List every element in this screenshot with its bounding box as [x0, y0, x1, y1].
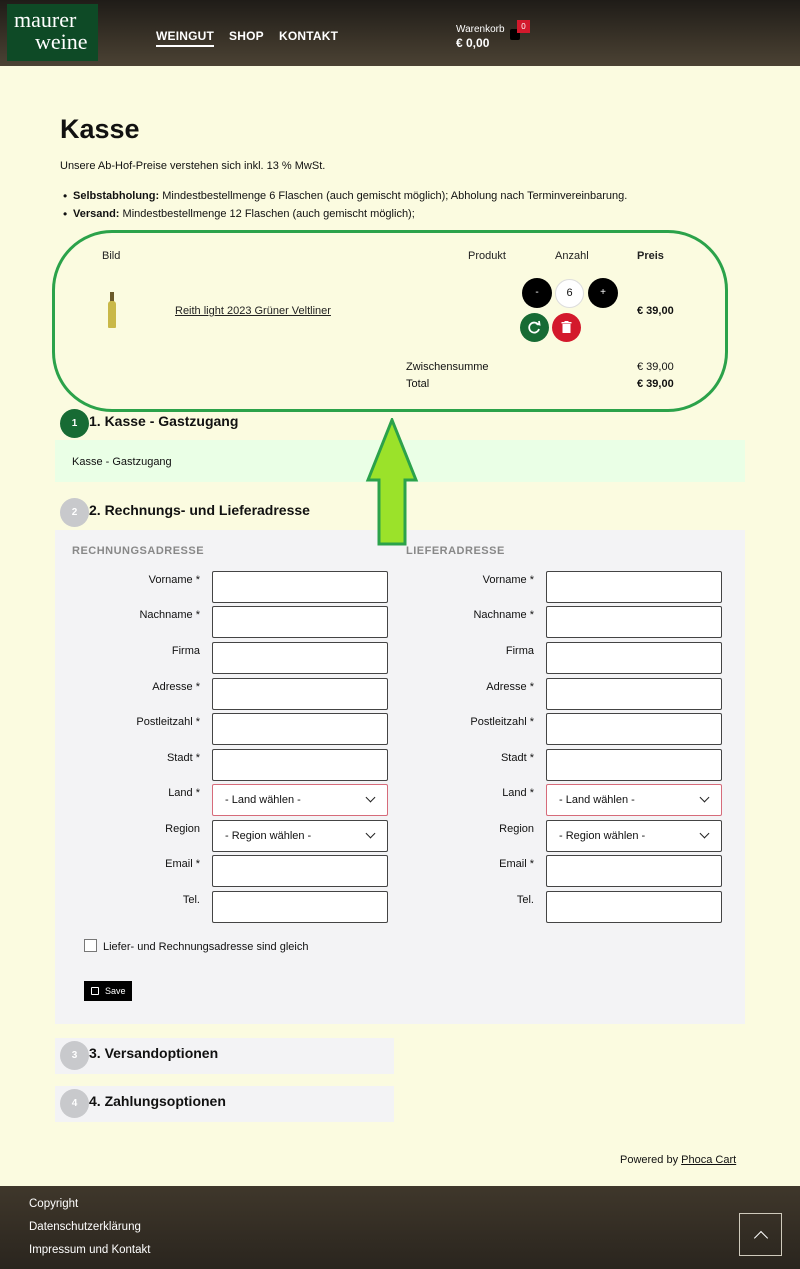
shipping-land-select[interactable]	[546, 784, 722, 816]
quantity-plus-button[interactable]: +	[588, 278, 618, 308]
billing-nachname-input[interactable]	[212, 606, 388, 638]
powered-by	[620, 1154, 736, 1166]
chevron-down-icon	[366, 829, 376, 839]
subtotal-value: € 39,00	[637, 361, 674, 373]
cart-amount: € 0,00	[456, 36, 490, 50]
total-value: € 39,00	[637, 378, 674, 390]
billing-land-value: - Land wählen -	[225, 794, 301, 806]
bullet-pickup	[73, 190, 627, 202]
step4-number: 4	[60, 1089, 89, 1118]
shipping-stadt-input[interactable]	[546, 749, 722, 781]
cart-widget[interactable]	[456, 24, 505, 50]
step1-title: 1. Kasse - Gastzugang	[89, 413, 239, 429]
bullet-pickup-text: Mindestbestellmenge 6 Flaschen (auch gemischt möglich); Abholung nach Terminvereinbarung.	[159, 190, 628, 202]
billing-heading: RECHNUNGSADRESSE	[72, 545, 205, 557]
shipping-email-input[interactable]	[546, 855, 722, 887]
billing-plz-label: Postleitzahl *	[136, 716, 200, 728]
shipping-land-value: - Land wählen -	[559, 794, 635, 806]
page-title: Kasse	[60, 114, 140, 144]
shipping-plz-input[interactable]	[546, 713, 722, 745]
shipping-vorname-label: Vorname *	[482, 574, 534, 586]
cart-count-badge: 0	[517, 20, 530, 33]
shipping-firma-input[interactable]	[546, 642, 722, 674]
cart-label: Warenkorb	[456, 24, 505, 35]
footer-privacy-link[interactable]: Datenschutzerklärung	[29, 1221, 141, 1233]
billing-tel-input[interactable]	[212, 891, 388, 923]
nav-shop[interactable]: SHOP	[229, 29, 264, 43]
shipping-region-value: - Region wählen -	[559, 830, 646, 842]
billing-plz-input[interactable]	[212, 713, 388, 745]
billing-vorname-input[interactable]	[212, 571, 388, 603]
back-to-top-button[interactable]	[739, 1213, 782, 1256]
shipping-land-label: Land *	[502, 787, 534, 799]
col-header-price: Preis	[637, 250, 664, 262]
bullet-pickup-bold: Selbstabholung:	[73, 190, 160, 202]
logo-line-1: maurer	[14, 7, 77, 32]
shipping-nachname-input[interactable]	[546, 606, 722, 638]
billing-adresse-input[interactable]	[212, 678, 388, 710]
billing-region-value: - Region wählen -	[225, 830, 312, 842]
billing-firma-label: Firma	[171, 645, 200, 657]
save-button[interactable]	[84, 981, 132, 1001]
nav-weingut[interactable]: WEINGUT	[156, 29, 214, 47]
step4-title: 4. Zahlungsoptionen	[89, 1093, 226, 1109]
phoca-cart-link[interactable]: Phoca Cart	[681, 1154, 737, 1166]
site-header	[0, 0, 800, 66]
shipping-adresse-label: Adresse *	[486, 681, 534, 693]
billing-firma-input[interactable]	[212, 642, 388, 674]
billing-region-select[interactable]	[212, 820, 388, 852]
subtotal-label: Zwischensumme	[406, 361, 489, 373]
nav-kontakt[interactable]: KONTAKT	[279, 29, 339, 43]
shipping-email-label: Email *	[499, 858, 534, 870]
step1-number: 1	[60, 409, 89, 438]
shipping-region-select[interactable]	[546, 820, 722, 852]
price-info: Unsere Ab-Hof-Preise verstehen sich inkl. 13 % MwSt.	[60, 160, 326, 172]
total-label: Total	[406, 378, 430, 390]
bullet-shipping-bold: Versand:	[73, 208, 120, 220]
chevron-up-icon	[754, 1231, 768, 1245]
shipping-stadt-label: Stadt *	[500, 752, 534, 764]
shipping-vorname-input[interactable]	[546, 571, 722, 603]
shipping-adresse-input[interactable]	[546, 678, 722, 710]
billing-land-select[interactable]	[212, 784, 388, 816]
billing-stadt-input[interactable]	[212, 749, 388, 781]
billing-stadt-label: Stadt *	[166, 752, 200, 764]
billing-vorname-label: Vorname *	[148, 574, 200, 586]
shipping-tel-input[interactable]	[546, 891, 722, 923]
site-logo[interactable]	[7, 4, 98, 61]
col-header-product: Produkt	[468, 250, 506, 262]
bullet-shipping-text: Mindestbestellmenge 12 Flaschen (auch gemischt möglich);	[119, 208, 415, 220]
shipping-nachname-label: Nachname *	[473, 609, 534, 621]
billing-tel-label: Tel.	[182, 894, 200, 906]
same-address-checkbox[interactable]	[84, 939, 97, 952]
quantity-value[interactable]: 6	[555, 279, 584, 308]
step2-number: 2	[60, 498, 89, 527]
step1-content: Kasse - Gastzugang	[72, 456, 172, 468]
floppy-disk-icon	[91, 987, 99, 995]
shipping-firma-label: Firma	[505, 645, 534, 657]
logo-line-2: weine	[35, 29, 88, 54]
billing-region-label: Region	[165, 823, 200, 835]
same-address-label: Liefer- und Rechnungsadresse sind gleich	[103, 941, 309, 953]
shipping-plz-label: Postleitzahl *	[470, 716, 534, 728]
chevron-down-icon	[700, 829, 710, 839]
annotation-arrow-icon	[364, 418, 420, 548]
chevron-down-icon	[366, 793, 376, 803]
billing-adresse-label: Adresse *	[152, 681, 200, 693]
billing-email-input[interactable]	[212, 855, 388, 887]
powered-prefix: Powered by	[620, 1154, 682, 1166]
billing-email-label: Email *	[165, 858, 200, 870]
footer-copyright-link[interactable]: Copyright	[29, 1198, 79, 1210]
quantity-minus-button[interactable]: -	[522, 278, 552, 308]
billing-nachname-label: Nachname *	[139, 609, 200, 621]
billing-land-label: Land *	[168, 787, 200, 799]
step2-title: 2. Rechnungs- und Lieferadresse	[89, 502, 310, 518]
footer-imprint-link[interactable]: Impressum und Kontakt	[29, 1244, 151, 1256]
annotation-ellipse	[52, 230, 728, 412]
product-link[interactable]: Reith light 2023 Grüner Veltliner	[175, 305, 331, 317]
shipping-tel-label: Tel.	[516, 894, 534, 906]
col-header-image: Bild	[102, 250, 121, 262]
item-price: € 39,00	[637, 305, 674, 317]
col-header-quantity: Anzahl	[555, 250, 589, 262]
save-label: Save	[105, 986, 126, 996]
shipping-region-label: Region	[499, 823, 534, 835]
step3-number: 3	[60, 1041, 89, 1070]
bullet-shipping	[73, 208, 415, 220]
chevron-down-icon	[700, 793, 710, 803]
shipping-heading: LIEFERADRESSE	[406, 545, 505, 557]
step3-title: 3. Versandoptionen	[89, 1045, 219, 1061]
